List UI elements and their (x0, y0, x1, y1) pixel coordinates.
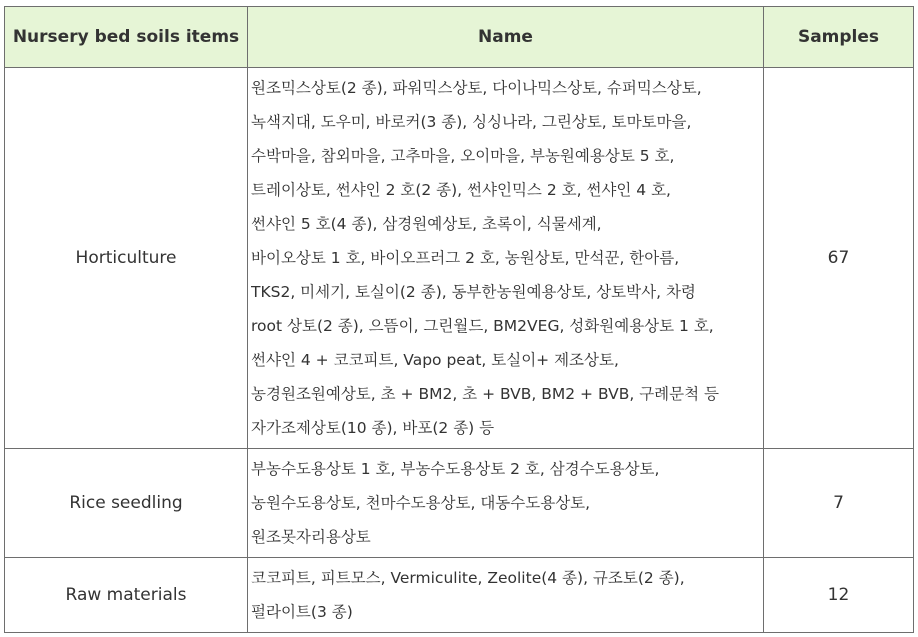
table-row (5, 558, 914, 633)
header-row (5, 7, 914, 68)
row-item-label: Horticulture (5, 68, 248, 449)
header-name: Name (248, 7, 764, 68)
row-samples-count: 7 (764, 449, 914, 558)
name-line: 농원수도용상토, 천마수도용상토, 대동수도용상토, (251, 494, 591, 512)
row-item-label: Raw materials (5, 558, 248, 633)
soil-samples-table (4, 6, 914, 633)
name-line: 펄라이트(3 종) (251, 603, 353, 621)
table-container (4, 6, 914, 633)
name-line: 녹색지대, 도우미, 바로커(3 종), 싱싱나라, 그린상토, 토마토마을, (251, 113, 692, 131)
name-line: 트레이상토, 썬샤인 2 호(2 종), 썬샤인믹스 2 호, 썬샤인 4 호, (251, 181, 671, 199)
table-row (5, 449, 914, 558)
name-line: 원조믹스상토(2 종), 파워믹스상토, 다이나믹스상토, 슈퍼믹스상토, (251, 79, 702, 97)
name-line: TKS2, 미세기, 토실이(2 종), 동부한농원예용상토, 상토박사, 차령 (251, 283, 696, 301)
row-names-cell (248, 558, 764, 633)
name-line: 수박마을, 참외마을, 고추마을, 오이마을, 부농원예용상토 5 호, (251, 147, 675, 165)
row-item-label: Rice seedling (5, 449, 248, 558)
table-row (5, 68, 914, 449)
header-samples: Samples (764, 7, 914, 68)
name-line: 바이오상토 1 호, 바이오프러그 2 호, 농원상토, 만석꾼, 한아름, (251, 249, 680, 267)
name-line: 부농수도용상토 1 호, 부농수도용상토 2 호, 삼경수도용상토, (251, 460, 660, 478)
name-line: 원조못자리용상토 (251, 528, 371, 546)
name-line: 자가조제상토(10 종), 바포(2 종) 등 (251, 419, 495, 437)
row-samples-count: 67 (764, 68, 914, 449)
header-items: Nursery bed soils items (5, 7, 248, 68)
name-line: 코코피트, 피트모스, Vermiculite, Zeolite(4 종), 규조토(2 종), (251, 569, 685, 587)
name-line: 농경원조원예상토, 초 + BM2, 초 + BVB, BM2 + BVB, 구례문척 등 (251, 385, 719, 403)
row-names-cell (248, 68, 764, 449)
row-names-cell (248, 449, 764, 558)
row-samples-count: 12 (764, 558, 914, 633)
name-line: 썬샤인 5 호(4 종), 삼경원예상토, 초록이, 식물세계, (251, 215, 602, 233)
name-line: 썬샤인 4 + 코코피트, Vapo peat, 토실이+ 제조상토, (251, 351, 619, 369)
name-line: root 상토(2 종), 으뜸이, 그린월드, BM2VEG, 성화원예용상토 1 호, (251, 317, 714, 335)
